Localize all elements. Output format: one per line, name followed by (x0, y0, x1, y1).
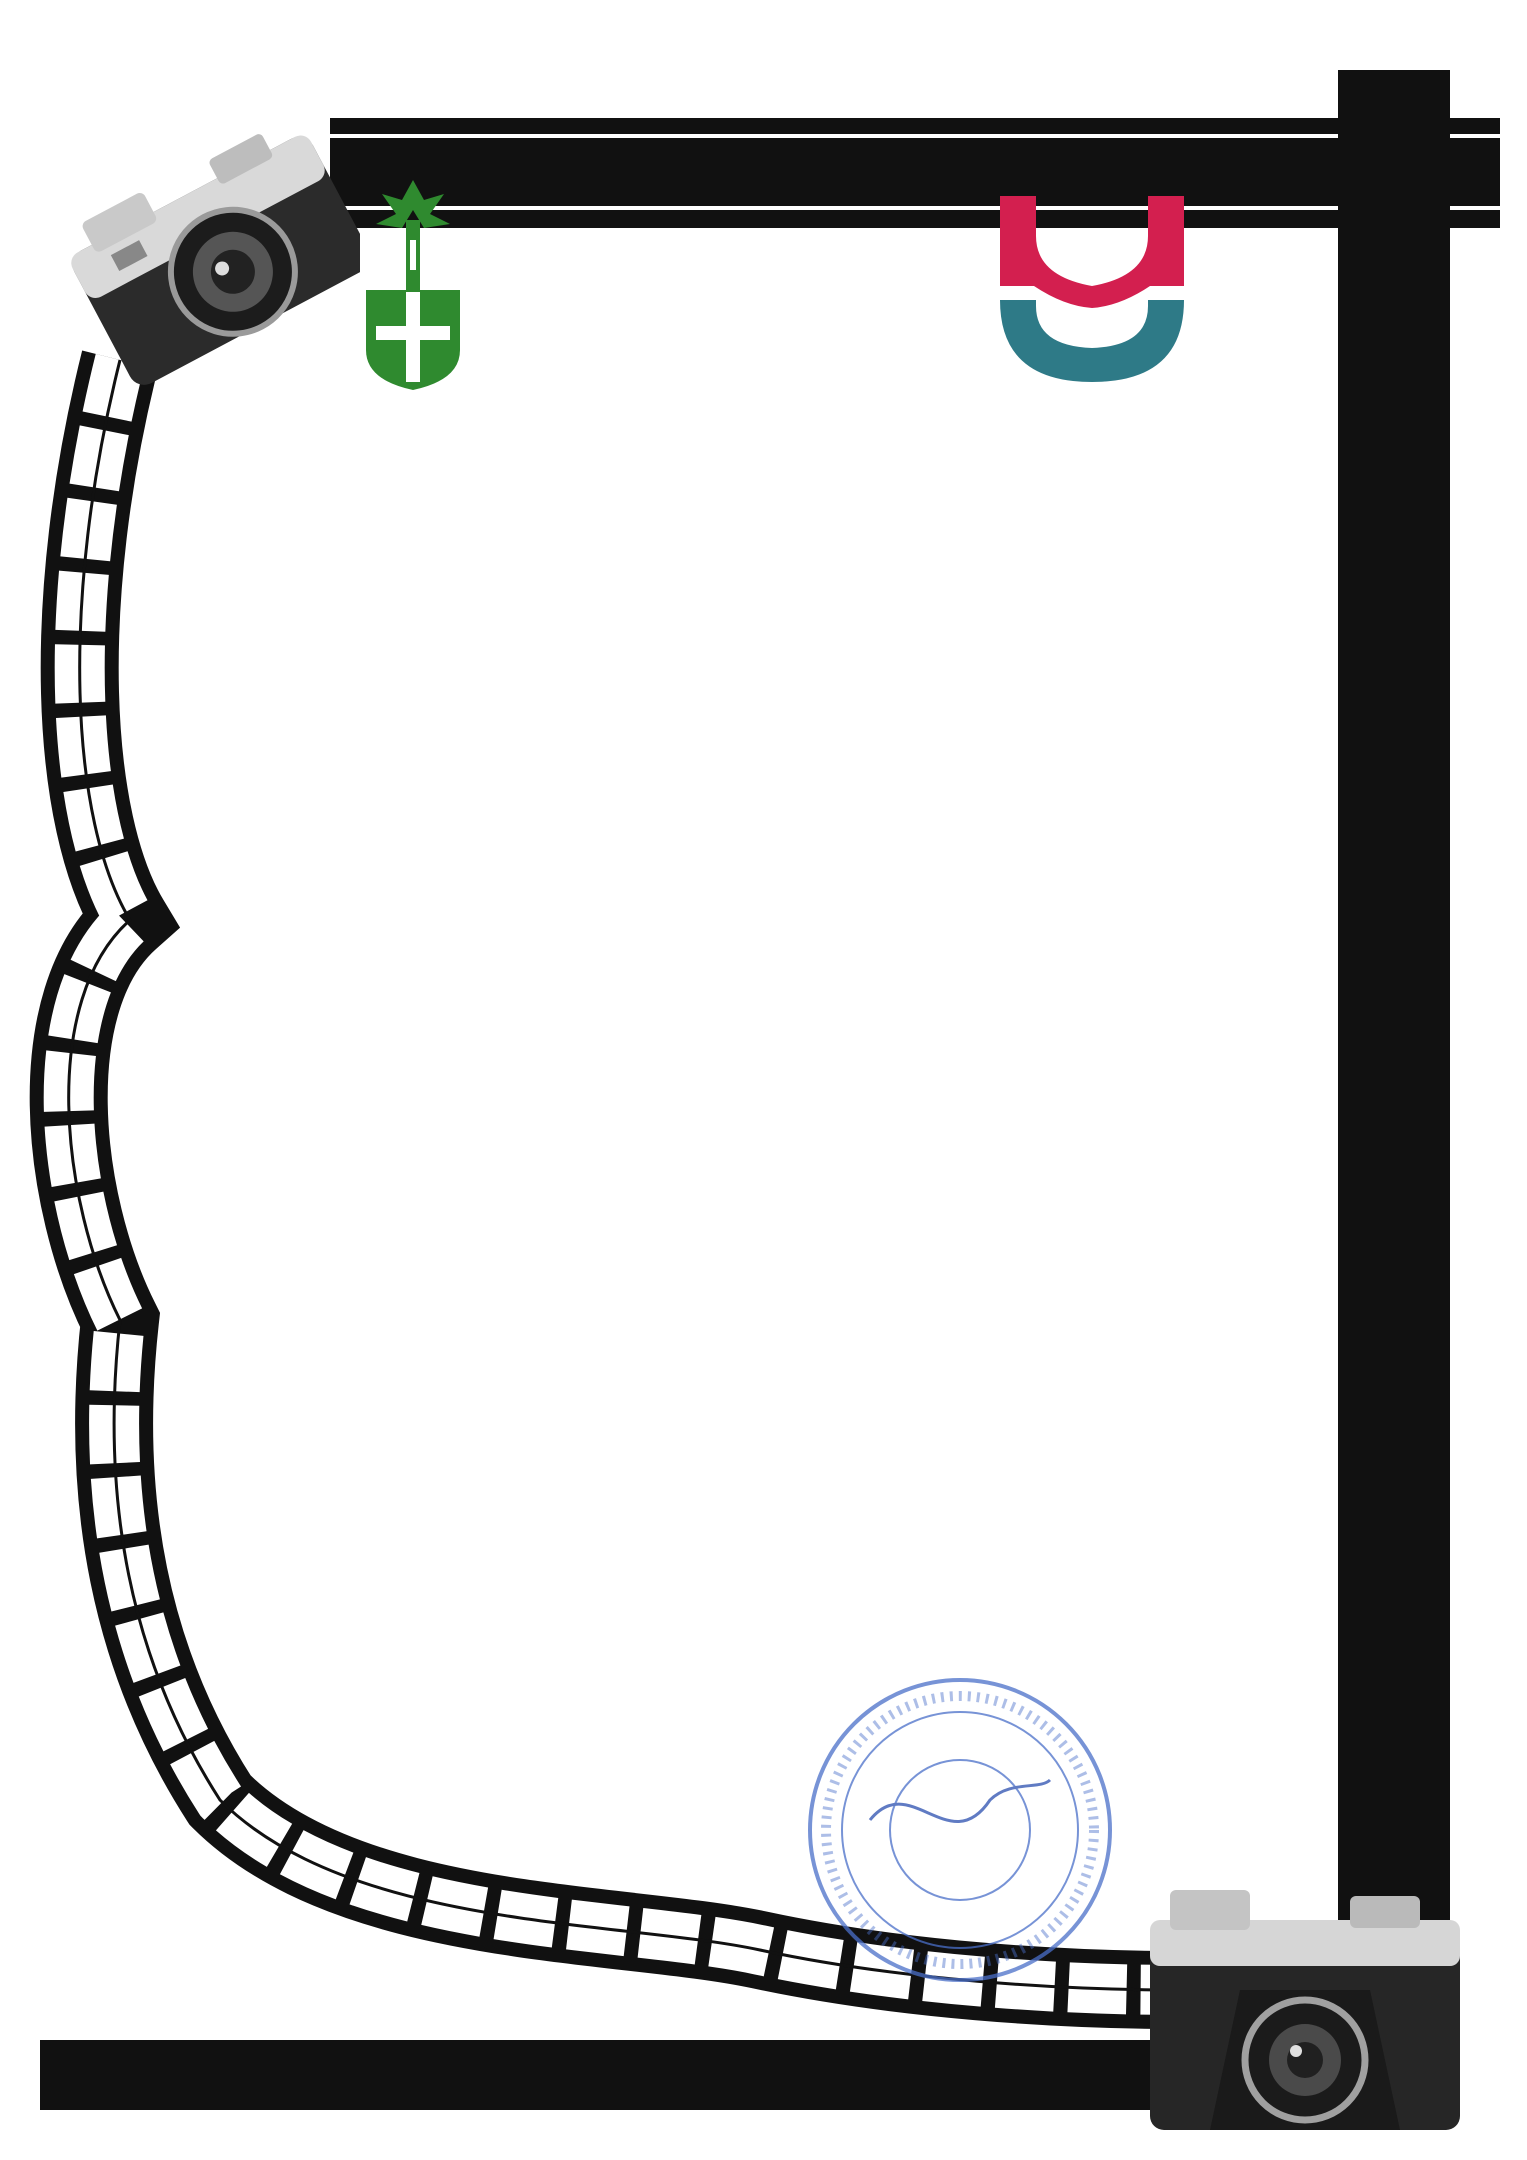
top-film-strip (330, 118, 1500, 228)
official-stamp (800, 1670, 1120, 1990)
bottom-film-strip (40, 2040, 1240, 2110)
right-film-strip (1338, 70, 1450, 1970)
yuugmu-logo-icon (362, 180, 464, 390)
vintage-camera-top-left (60, 80, 360, 420)
vintage-camera-bottom-right (1130, 1860, 1480, 2150)
rnimu-logo-icon (1000, 196, 1184, 382)
